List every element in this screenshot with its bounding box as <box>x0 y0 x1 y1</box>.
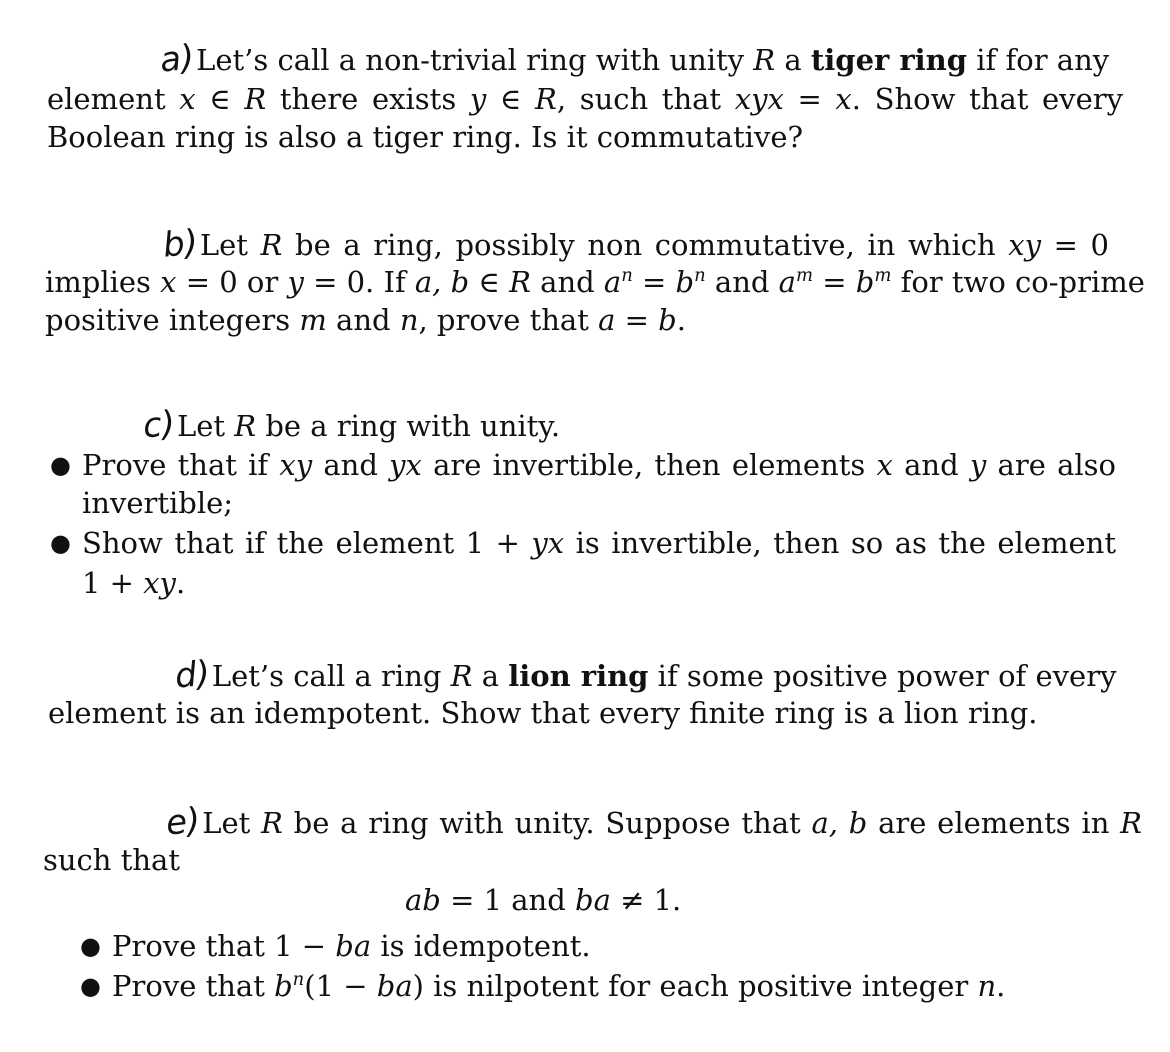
problem-e-display-equation: ab = 1 and ba ≠ 1. <box>405 883 682 917</box>
problem-e-label: e) <box>164 800 203 844</box>
problem-c-label: c) <box>140 403 177 447</box>
problem-d-line-1: d)Let’s call a ring R a lion ring if some positive power of every <box>173 653 1117 697</box>
problem-e-bullet-1: Prove that 1 − ba is idempotent. <box>112 929 591 963</box>
problem-b-label: b) <box>161 222 200 266</box>
bullet-icon: ● <box>80 972 101 1000</box>
problem-e-line-2: such that <box>43 843 180 877</box>
problem-e-bullet-2: Prove that $b^n(1 - ba)$ is nilpotent for each positive integer n. <box>112 969 1006 1003</box>
problem-a-line-3: Boolean ring is also a tiger ring. Is it commutative? <box>47 120 804 154</box>
bullet-icon: ● <box>50 529 71 557</box>
problem-a-label: a) <box>158 37 197 81</box>
problem-c-intro: c)Let R be a ring with unity. <box>140 403 561 447</box>
problem-a-line-1: a)Let’s call a non-trivial ring with unity R a tiger ring if for any <box>158 37 1110 81</box>
problem-a-line-2: element x ∈ R there exists y ∈ R, such that xyx = x. Show that every <box>47 82 1123 116</box>
bullet-icon: ● <box>80 932 101 960</box>
bullet-icon: ● <box>50 451 71 479</box>
term-lion-ring: lion ring <box>508 659 649 693</box>
problem-c-bullet-1-line-2: invertible; <box>82 486 234 520</box>
term-tiger-ring: tiger ring <box>810 43 968 77</box>
problem-e-line-1: e)Let R be a ring with unity. Suppose that a, b are elements in R <box>164 800 1142 844</box>
problem-c-bullet-2-line-2: 1 + xy. <box>82 566 186 600</box>
problem-b-line-3: positive integers m and n, prove that a = b. <box>45 303 686 337</box>
problem-b-line-1: b)Let R be a ring, possibly non commutative, in which xy = 0 <box>161 222 1109 266</box>
problem-d-label: d) <box>173 653 212 697</box>
problem-c-bullet-1-line-1: Prove that if xy and yx are invertible, then elements x and y are also <box>82 448 1117 482</box>
problem-c-bullet-2-line-1: Show that if the element 1 + yx is invertible, then so as the element <box>82 526 1116 560</box>
problem-b-line-2: implies x = 0 or y = 0. If a, b ∈ R and $a^n = b^n$ and $a^m = b^m$ for two co-prime <box>45 265 1145 299</box>
problem-d-line-2: element is an idempotent. Show that every finite ring is a lion ring. <box>48 696 1038 730</box>
